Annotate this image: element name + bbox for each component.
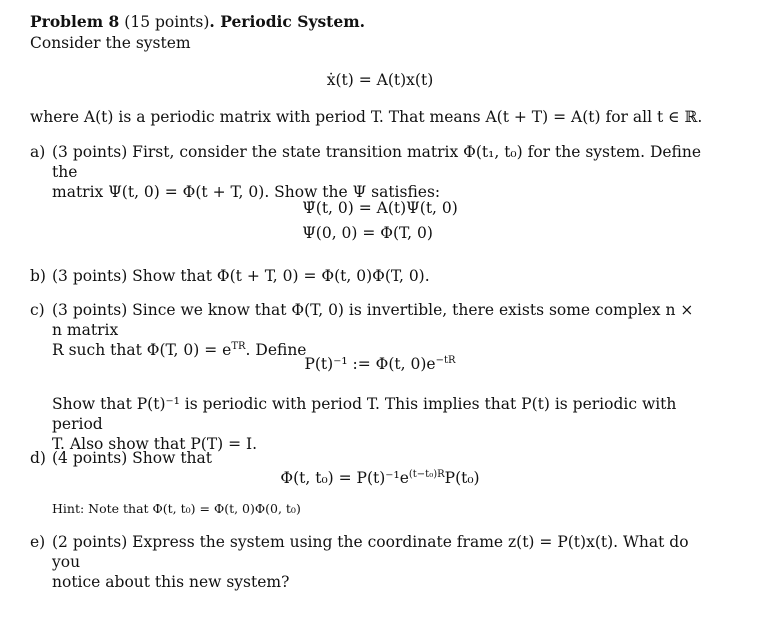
part-c-equation: P(t)⁻¹ := Φ(t, $0)e^{-tR}$ [304,354,456,373]
part-d-equation: Φ(t, $t_0) = P(t)^{-1}e^{(t-t_0)R}P(t_0)$ [280,468,480,487]
part-c-line-2: R such that Φ(T, $0) = e^{TR}$. Define [52,340,307,359]
problem-title: . Periodic System. [209,12,365,31]
intro-text: Consider the system [30,34,191,52]
part-c-label: c) [30,301,45,319]
part-a-equations [30,198,730,243]
part-c-text [52,300,708,360]
part-d-label: d) [30,449,46,467]
part-e-label: e) [30,533,46,551]
part-e-line-1: (2 points) Express the system using the coordinate frame z(t) = P(t)x(t). What do you [52,533,689,571]
part-c-line-1: (3 points) Since we know that Φ(T, 0) is invertible, there exists some complex n × n matrix [52,301,694,339]
part-d-hint: Hint: Note that Φ(t, t₀) = Φ(t, 0)Φ(0, t₀) [52,501,301,516]
problem-number: Problem 8 [30,12,120,31]
part-e-text [52,532,708,592]
part-c-line-4: T. Also show that P(T) = I. [52,435,258,453]
problem-heading [30,12,365,32]
part-a-label: a) [30,143,46,161]
part-d-text: (4 points) Show that [52,449,212,467]
system-equation: ẋ(t) = A(t)x(t) [326,71,434,89]
part-b-text: (3 points) Show that Φ(t + T, 0) = Φ(t, 0)Φ(T, 0). [52,267,430,285]
part-a-line-2: matrix Ψ(t, 0) = Φ(t + T, 0). Show the Ψ satisfies: [52,183,441,201]
part-a-text [52,142,708,202]
part-b-label: b) [30,267,46,285]
part-c-line-3: Show that P(t)⁻¹ is periodic with period T. This implies that P(t) is periodic with period [52,395,677,433]
part-a-equation-1: Ψ̇(t, 0) = A(t)Ψ(t, 0) [302,199,458,217]
part-e-line-2: notice about this new system? [52,573,290,591]
where-text: where A(t) is a periodic matrix with period T. That means A(t + T) = A(t) for all t ∈ ℝ. [30,108,703,126]
part-a-line-1: (3 points) First, consider the state transition matrix Φ(t₁, t₀) for the system. Define the [52,143,702,181]
problem-points: (15 points) [124,13,210,31]
part-a-equation-2: Ψ(0, 0) = Φ(T, 0) [302,224,433,242]
